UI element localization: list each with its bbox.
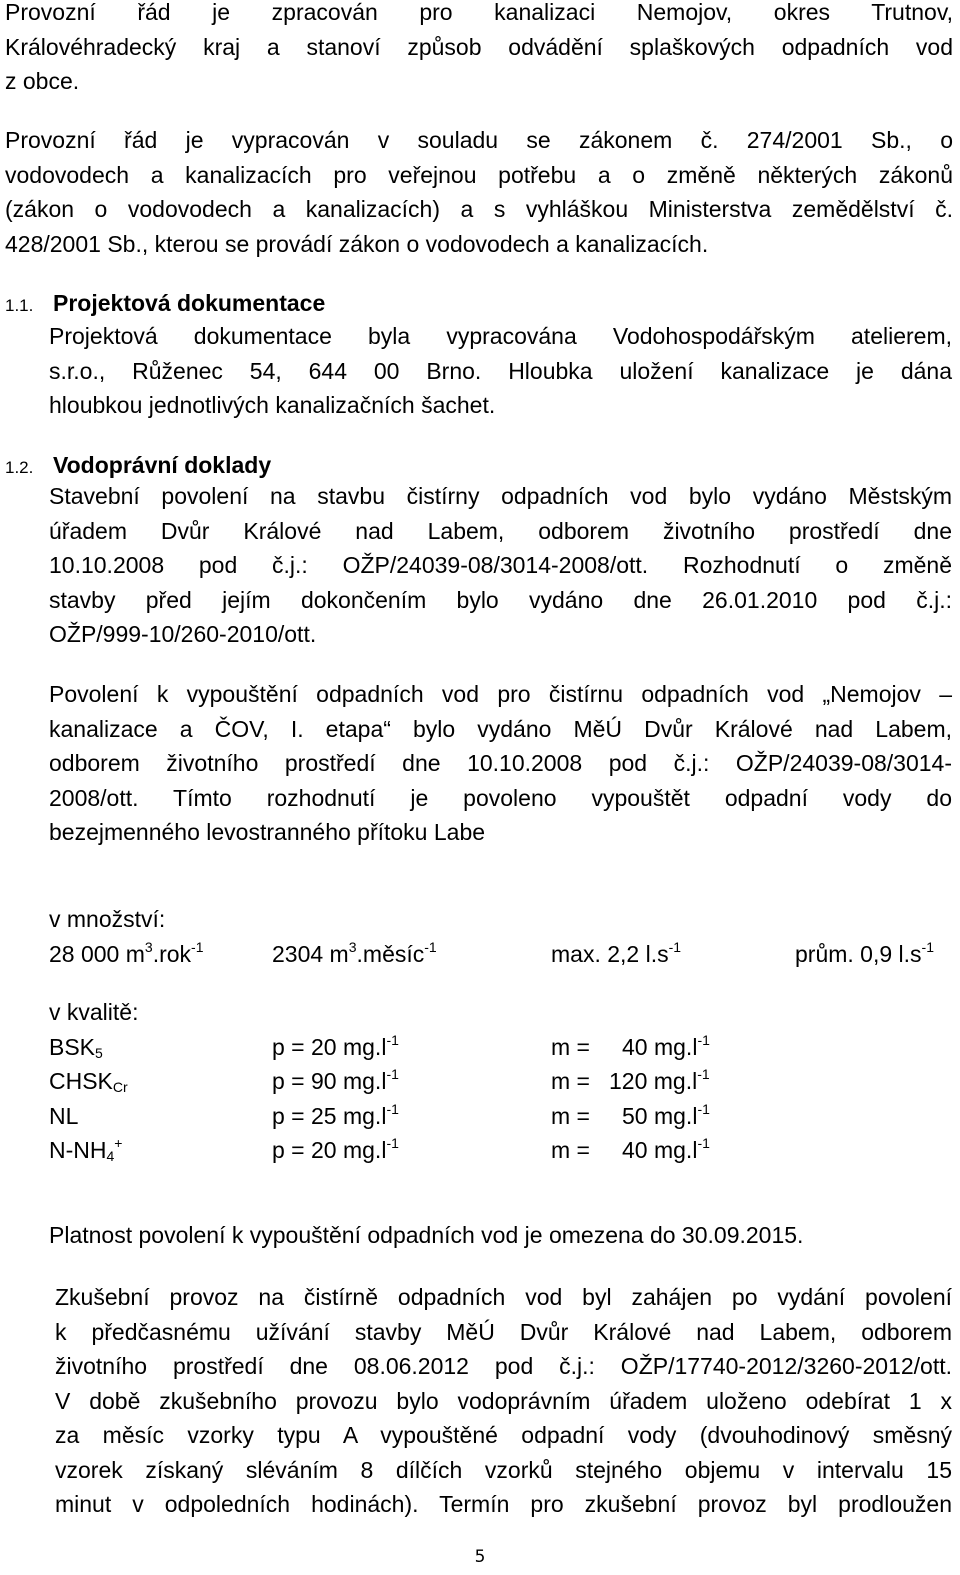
text-line: 428/2001 Sb., kterou se provádí zákon o vodovodech a kanalizacích. <box>5 230 709 257</box>
quality-m-label: m = <box>551 1103 590 1129</box>
page-number: 5 <box>474 1547 486 1567</box>
quality-row <box>49 1133 954 1168</box>
text-line: Zkušební provoz na čistírně odpadních vod byl zahájen po vydání povolení <box>55 1284 952 1310</box>
section-1-1-body <box>49 319 952 423</box>
validity-paragraph <box>49 1218 952 1253</box>
quantity-avg: prům. 0,9 $l.s^{-1}$ <box>795 939 934 967</box>
trial-operation-paragraph <box>55 1280 952 1522</box>
quality-param: $CHSK_{Cr}$ <box>49 1068 128 1095</box>
quality-p-value: p = 20 $mg.l^{-1}$ <box>272 1135 399 1163</box>
text-line: Provozní řád je vypracován v souladu se zákonem č. 274/2001 Sb., o <box>5 127 953 153</box>
quantity-values-row <box>49 937 954 972</box>
text-line: z obce. <box>5 68 80 94</box>
text-line: kanalizace a ČOV, I. etapa“ bylo vydáno MěÚ Dvůr Králové nad Labem, <box>49 715 952 742</box>
text-line: bezejmenného levostranného přítoku Labe <box>49 819 486 845</box>
section-projektova-dokumentace <box>5 286 953 324</box>
section-number: 1.1. <box>5 296 34 315</box>
quality-m-label: m = <box>551 1068 590 1094</box>
quantity-label-row <box>49 902 954 937</box>
validity-text: Platnost povolení k vypouštění odpadních vod je omezena do 30.09.2015. <box>49 1222 804 1248</box>
section-number: 1.2. <box>5 458 34 477</box>
text-line: Stavební povolení na stavbu čistírny odpadních vod bylo vydáno Městským <box>49 483 952 509</box>
quality-block <box>49 995 954 1170</box>
quality-m-label: m = <box>551 1137 590 1163</box>
quantity-max: max. 2,2 $l.s^{-1}$ <box>551 939 682 967</box>
quantity-month: 2304 $m^3.měsíc^{-1}$ <box>272 939 437 967</box>
text-line: Projektová dokumentace byla vypracována Vodohospodářským atelierem, <box>49 323 952 349</box>
text-line: 10.10.2008 pod č.j.: OŽP/24039-08/3014-2008/ott. Rozhodnutí o změně <box>49 552 952 578</box>
intro-paragraph-2 <box>5 123 953 261</box>
quality-p-value: p = 20 $mg.l^{-1}$ <box>272 1032 399 1060</box>
quality-row <box>49 1030 954 1065</box>
text-line: vodovodech a kanalizacích pro veřejnou potřebu a o změně některých zákonů <box>5 161 953 188</box>
text-line: Královéhradecký kraj a stanoví způsob odvádění splaškových odpadních vod <box>5 33 953 60</box>
quality-m-label: m = <box>551 1034 590 1060</box>
quality-m-value: 40 $mg.l^{-1}$ <box>622 1135 710 1163</box>
section-1-2-paragraph-1 <box>49 479 952 652</box>
text-line: hloubkou jednotlivých kanalizačních šachet. <box>49 392 496 418</box>
quantity-block <box>49 902 954 982</box>
quality-label-row <box>49 995 954 1030</box>
text-line: životního prostředí dne 08.06.2012 pod č.j.: OŽP/17740-2012/3260-2012/ott. <box>55 1353 952 1379</box>
text-line: vzorek získaný sléváním 8 dílčích vzorků stejného objemu v intervalu 15 <box>55 1456 952 1483</box>
quality-param: NL <box>49 1103 79 1129</box>
text-line: odborem životního prostředí dne 10.10.2008 pod č.j.: OŽP/24039-08/3014- <box>49 750 952 776</box>
text-line: 2008/ott. Tímto rozhodnutí je povoleno vypouštět odpadní vody do <box>49 784 952 811</box>
quality-m-value: 40 $mg.l^{-1}$ <box>622 1032 710 1060</box>
text-line: stavby před jejím dokončením bylo vydáno dne 26.01.2010 pod č.j.: <box>49 586 952 613</box>
quality-label: v kvalitě: <box>49 999 139 1025</box>
text-line: V době zkušebního provozu bylo vodoprávním úřadem uloženo odebírat 1 x <box>55 1387 952 1414</box>
text-line: minut v odpoledních hodinách). Termín pro zkušební provoz byl prodloužen <box>55 1491 952 1517</box>
text-line: Povolení k vypouštění odpadních vod pro čistírnu odpadních vod „Nemojov – <box>49 681 952 707</box>
text-line: (zákon o vodovodech a kanalizacích) a s vyhláškou Ministerstva zemědělství č. <box>5 196 953 222</box>
section-heading <box>5 286 953 324</box>
text-line: Provozní řád je zpracován pro kanalizaci Nemojov, okres Trutnov, <box>5 0 953 25</box>
quality-p-value: p = 90 $mg.l^{-1}$ <box>272 1066 399 1094</box>
text-line: k předčasnému užívání stavby MěÚ Dvůr Králové nad Labem, odborem <box>55 1318 952 1345</box>
intro-paragraph-1 <box>5 0 953 99</box>
quality-m-value: 120 $mg.l^{-1}$ <box>609 1066 710 1094</box>
quality-param: $N-NH_4^+$ <box>49 1135 123 1164</box>
text-line: OŽP/999-10/260-2010/ott. <box>49 621 317 647</box>
section-1-2-paragraph-2 <box>49 677 952 850</box>
quality-p-value: p = 25 $mg.l^{-1}$ <box>272 1101 399 1129</box>
section-title: Vodoprávní doklady <box>53 452 272 478</box>
quality-row <box>49 1099 954 1134</box>
text-line: za měsíc vzorky typu A vypouštěné odpadní vody (dvouhodinový směsný <box>55 1422 952 1448</box>
quality-param: $BSK_5$ <box>49 1034 103 1061</box>
section-title: Projektová dokumentace <box>53 290 326 316</box>
quality-row <box>49 1064 954 1099</box>
quality-m-value: 50 $mg.l^{-1}$ <box>622 1101 710 1129</box>
text-line: úřadem Dvůr Králové nad Labem, odborem životního prostředí dne <box>49 517 952 544</box>
quantity-label: v množství: <box>49 906 166 932</box>
text-line: s.r.o., Růženec 54, 644 00 Brno. Hloubka uložení kanalizace je dána <box>49 357 952 384</box>
quantity-year: 28 000 $m^3.rok^{-1}$ <box>49 939 204 967</box>
